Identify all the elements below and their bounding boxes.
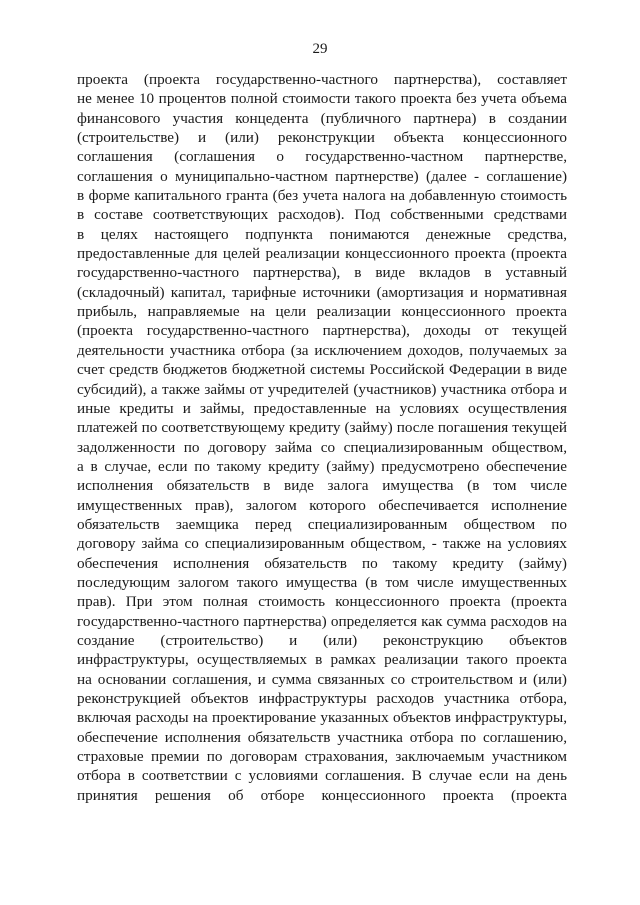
text-line: прибыль, направляемые на цели реализации концессионного проекта (77, 303, 567, 321)
text-line: создание (строительство) и (или) реконструкцию объектов (77, 631, 567, 649)
text-line: платежей по соответствующему кредиту (займу) после погашения текущей (77, 419, 567, 437)
page-number: 29 (312, 41, 328, 57)
text-line: (проекта государственно-частного партнерства), доходы от текущей (77, 322, 567, 340)
text-line: страховые премии по договорам страхования, заключаемым участником (77, 748, 567, 766)
text-line: деятельности участника отбора (за исключением доходов, получаемых за (77, 341, 567, 359)
text-line: соглашения о муниципально-частном партнерстве) (далее - соглашение) (77, 167, 567, 185)
text-line: задолженности по договору займа со специализированным обществом, (77, 438, 567, 456)
text-line: отбора в соответствии с условиями соглашения. В случае если на день (77, 767, 567, 785)
text-line: в целях настоящего подпункта понимаются денежные средства, (77, 225, 567, 243)
text-line: (складочный) капитал, тарифные источники (амортизация и нормативная (77, 283, 567, 301)
text-line: предоставленные для целей реализации концессионного проекта (проекта (77, 245, 567, 263)
text-line: проекта (проекта государственно-частного партнерства), составляет (77, 71, 567, 88)
text-line: государственно-частного партнерства), в виде вкладов в уставный (77, 264, 567, 282)
text-line: реконструкцией объектов инфраструктуры расходов участника отбора, (77, 690, 567, 707)
text-line: не менее 10 процентов полной стоимости такого проекта без учета объема (77, 90, 567, 108)
text-line: имущественных прав), залогом которого обеспечивается исполнение (77, 496, 567, 514)
text-line: обязательств заемщика перед специализированным обществом по (77, 515, 567, 533)
text-line: принятия решения об отборе концессионного проекта (проекта (77, 786, 567, 804)
text-line: последующим залогом такого имущества (в том числе имущественных (77, 573, 567, 591)
text-line: исполнения обязательств в виде залога имущества (в том числе (77, 477, 567, 495)
text-line: инфраструктуры, осуществляемых в рамках реализации такого проекта (77, 651, 567, 669)
text-line: финансового участия концедента (публичного партнера) в создании (77, 109, 567, 127)
text-line: договору займа со специализированным обществом, - также на условиях (77, 535, 567, 553)
text-line: соглашения (соглашения о государственно-частном партнерстве, (77, 148, 567, 166)
body-text (77, 70, 567, 805)
text-line: иные кредиты и займы, предоставленные на условиях осуществления (77, 399, 567, 417)
text-line: субсидий), а также займы от учредителей (участников) участника отбора и (77, 380, 567, 398)
text-line: государственно-частного партнерства) определяется как сумма расходов на (77, 612, 567, 630)
text-line: в составе соответствующих расходов). Под собственными средствами (77, 206, 567, 224)
text-line: на основании соглашения, и сумма связанных со строительством и (или) (77, 670, 567, 688)
text-line: обеспечения исполнения обязательств по такому кредиту (займу) (77, 554, 567, 572)
text-line: счет средств бюджетов бюджетной системы Российской Федерации в виде (77, 361, 567, 379)
text-line: прав). При этом полная стоимость концессионного проекта (проекта (77, 593, 567, 611)
text-line: обеспечение исполнения обязательств участника отбора по соглашению, (77, 728, 567, 746)
text-line: а в случае, если по такому кредиту (займу) предусмотрено обеспечение (77, 457, 567, 475)
text-line: включая расходы на проектирование указанных объектов инфраструктуры, (77, 709, 567, 727)
text-line: (строительстве) и (или) реконструкции объекта концессионного (77, 129, 567, 147)
text-line: в форме капитального гранта (без учета налога на добавленную стоимость (77, 187, 567, 205)
